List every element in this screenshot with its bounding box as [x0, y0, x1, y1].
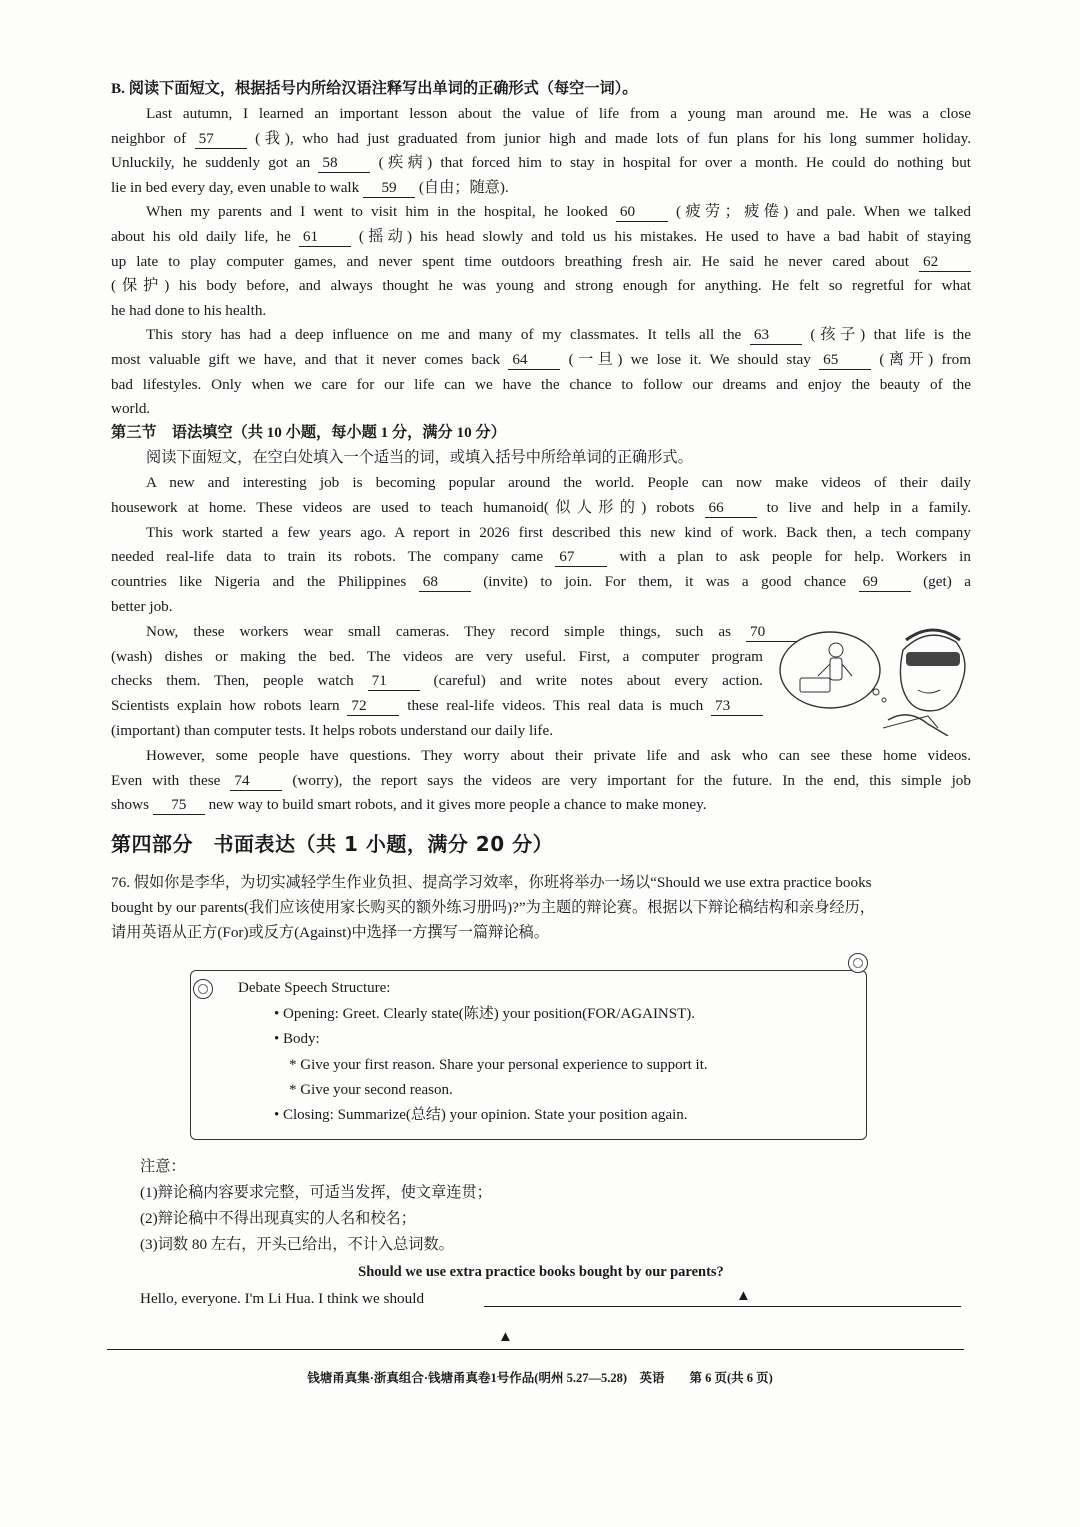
passage-text: world. [111, 400, 151, 418]
passage-text: lie in bed every day, even unable to walk [111, 178, 364, 196]
note-1: (1)辩论稿内容要求完整，可适当发挥，使文章连贯； [140, 1184, 492, 1201]
scroll-curl-icon [193, 979, 213, 999]
passage-text: (我), who had just graduated from junior high and made lots of fun plans for his long summer holiday. [246, 129, 971, 147]
passage-text: checks them. Then, people watch [111, 672, 368, 690]
passage-text: most valuable gift we have, and that it never comes back [111, 351, 509, 368]
marker-triangle-icon: ▲ [736, 1288, 751, 1304]
passage-text: Now, these workers wear small cameras. They record simple things, such as [146, 622, 746, 640]
passage-line [111, 250, 971, 274]
passage-line [111, 176, 971, 200]
answer-blank[interactable]: 70 [746, 623, 798, 642]
answer-blank[interactable]: 62 [919, 253, 971, 272]
answer-blank[interactable]: 58 [318, 154, 370, 173]
task-prompt-line-1: 76. 假如你是李华，为切实减轻学生作业负担、提高学习效率，你班将举办一场以“Should we use extra practice books [111, 874, 872, 891]
passage-line [111, 769, 971, 793]
passage-text: to live and help in a family. [756, 498, 971, 516]
passage-text: better job. [111, 598, 173, 615]
passage-text: (get) a [910, 573, 971, 591]
passage-line [111, 225, 971, 249]
passage-text: bad lifestyles. Only when we care for our life can we have the chance to follow our dreams and enjoy the beauty of the [111, 375, 971, 393]
passage-line [111, 151, 971, 175]
structure-reason-1: * Give your first reason. Share your personal experience to support it. [289, 1057, 708, 1073]
note-2: (2)辩论稿中不得出现真实的人名和校名； [140, 1210, 416, 1227]
answer-blank[interactable]: 67 [555, 548, 607, 567]
passage-text: (careful) and write notes about every action. [419, 672, 763, 690]
passage-text: up late to play computer games, and never spent time outdoors breathing fresh air. He said he never cared about [111, 252, 919, 270]
passage-line [146, 471, 971, 495]
passage-text: (保护) his body before, and always thought he was young and strong enough for anything. He felt so regretful for what [111, 277, 971, 295]
passage-text: (摇动) his head slowly and told us his mistakes. He used to have a bad habit of staying [350, 228, 972, 245]
passage-line [111, 348, 971, 372]
answer-blank[interactable]: 64 [508, 351, 560, 370]
answer-blank[interactable]: 60 [616, 203, 668, 222]
answer-blank[interactable]: 68 [419, 573, 471, 592]
passage-text: (疾病) that forced him to stay in hospital for over a month. He could do nothing but [370, 154, 972, 172]
passage-line [146, 521, 971, 545]
passage-text: (important) than computer tests. It helps robots understand our daily life. [111, 722, 554, 739]
passage-text: countries like Nigeria and the Philippines [111, 573, 419, 591]
passage-line [111, 669, 763, 693]
passage-line [111, 570, 971, 594]
passage-line [111, 397, 971, 421]
task-prompt-line-3: 请用英语从正方(For)或反方(Against)中选择一方撰写一篇辩论稿。 [111, 924, 549, 941]
passage-line [146, 620, 798, 644]
answer-blank[interactable]: 72 [347, 697, 399, 716]
passage-text: needed real-life data to train its robots. The company came [111, 548, 556, 566]
section3-title: 第三节 语法填空（共 10 小题，每小题 1 分，满分 10 分） [111, 424, 506, 441]
passage-line [111, 719, 763, 743]
essay-answer-line[interactable] [484, 1306, 961, 1307]
robot-worker-illustration [778, 620, 974, 736]
structure-reason-2: * Give your second reason. [289, 1082, 453, 1098]
answer-blank[interactable]: 69 [859, 573, 911, 592]
scroll-curl-icon [848, 953, 868, 973]
note-3: (3)词数 80 左右，开头已给出，不计入总词数。 [140, 1236, 454, 1253]
passage-text: (worry), the report says the videos are very important for the future. In the end, this simple job [282, 771, 971, 789]
passage-text: Unluckily, he suddenly got an [111, 154, 319, 172]
passage-line [111, 545, 971, 569]
passage-line [146, 744, 971, 768]
passage-text: Last autumn, I learned an important lesson about the value of life from a young man around me. He was a close [146, 105, 971, 122]
passage-text: neighbor of [111, 129, 195, 147]
passage-line [111, 645, 763, 669]
passage-text: (wash) dishes or making the bed. The videos are very useful. First, a computer program [111, 647, 763, 665]
answer-blank[interactable]: 57 [195, 130, 247, 149]
passage-line [111, 127, 971, 151]
part4-title: 第四部分 书面表达（共 1 小题，满分 20 分） [111, 832, 554, 856]
structure-title: Debate Speech Structure: [238, 980, 391, 996]
answer-blank[interactable]: 73 [711, 697, 763, 716]
passage-line [111, 595, 971, 619]
passage-text: When my parents and I went to visit him in the hospital, he looked [146, 203, 616, 221]
passage-text: (invite) to join. For them, it was a good chance [470, 573, 859, 591]
passage-text: new way to build smart robots, and it gives more people a chance to make money. [204, 796, 707, 814]
task-prompt-line-2: bought by our parents(我们应该使用家长购买的额外练习册吗)?”为主题的辩论赛。根据以下辩论稿结构和亲身经历， [111, 899, 875, 916]
passage-line [111, 373, 971, 397]
structure-body: • Body: [274, 1031, 320, 1047]
passage-text: he had done to his health. [111, 301, 267, 319]
essay-title: Should we use extra practice books bought by our parents? [358, 1264, 724, 1280]
passage-line [111, 274, 971, 298]
passage-line [111, 793, 971, 817]
marker-triangle-icon: ▲ [498, 1329, 513, 1345]
section3-instruction: 阅读下面短文，在空白处填入一个适当的词，或填入括号中所给单词的正确形式。 [146, 449, 693, 466]
passage-text: (自由；随意). [415, 178, 509, 196]
passage-text: (离开) from [871, 351, 972, 368]
passage-text: Scientists explain how robots learn [111, 697, 348, 715]
essay-start: Hello, everyone. I'm Li Hua. I think we should [140, 1290, 425, 1307]
passage-text: This story has had a deep influence on me and many of my classmates. It tells all the [146, 326, 750, 344]
notes-title: 注意： [140, 1158, 186, 1175]
passage-line [146, 200, 971, 224]
answer-blank[interactable]: 66 [705, 499, 757, 518]
passage-text: housework at home. These videos are used to teach humanoid(似人形的) robots [111, 498, 705, 516]
passage-text: (疲劳；疲倦) and pale. When we talked [667, 203, 971, 221]
passage-text: A new and interesting job is becoming popular around the world. People can now make videos of their daily [146, 474, 971, 491]
passage-text: However, some people have questions. They worry about their private life and ask who can see these home videos. [146, 746, 971, 764]
footer-rule [107, 1349, 964, 1350]
answer-blank[interactable]: 63 [750, 326, 802, 345]
passage-text: shows [111, 796, 153, 814]
passage-line [111, 299, 971, 323]
answer-blank[interactable]: 71 [368, 672, 420, 691]
passage-text: these real-life videos. This real data is much [399, 697, 711, 715]
section-b-instruction: B. 阅读下面短文，根据括号内所给汉语注释写出单词的正确形式（每空一词）。 [111, 80, 638, 97]
passage-text: Even with these [111, 771, 231, 789]
passage-line [146, 102, 971, 126]
passage-line [111, 496, 971, 520]
passage-text: (一旦) we lose it. We should stay [560, 351, 820, 368]
passage-text: (孩子) that life is the [801, 326, 972, 344]
passage-line [146, 323, 971, 347]
passage-text: with a plan to ask people for help. Workers in [607, 548, 971, 566]
answer-blank[interactable]: 74 [230, 772, 282, 791]
passage-text: about his old daily life, he [111, 228, 299, 245]
passage-text: This work started a few years ago. A report in 2026 first described this new kind of work. Back then, a tech company [146, 523, 971, 541]
page-footer: 钱塘甬真集·浙真组合·钱塘甬真卷1号作品(明州 5.27—5.28) 英语 第 6 页(共 6 页) [307, 1371, 773, 1385]
answer-blank[interactable]: 75 [153, 796, 205, 815]
answer-blank[interactable]: 61 [299, 228, 351, 247]
debate-structure-scroll [190, 970, 867, 1140]
answer-blank[interactable]: 59 [363, 179, 415, 198]
structure-opening: • Opening: Greet. Clearly state(陈述) your position(FOR/AGAINST). [274, 1006, 696, 1022]
answer-blank[interactable]: 65 [819, 351, 871, 370]
passage-line [111, 694, 763, 718]
structure-closing: • Closing: Summarize(总结) your opinion. State your position again. [274, 1107, 688, 1123]
